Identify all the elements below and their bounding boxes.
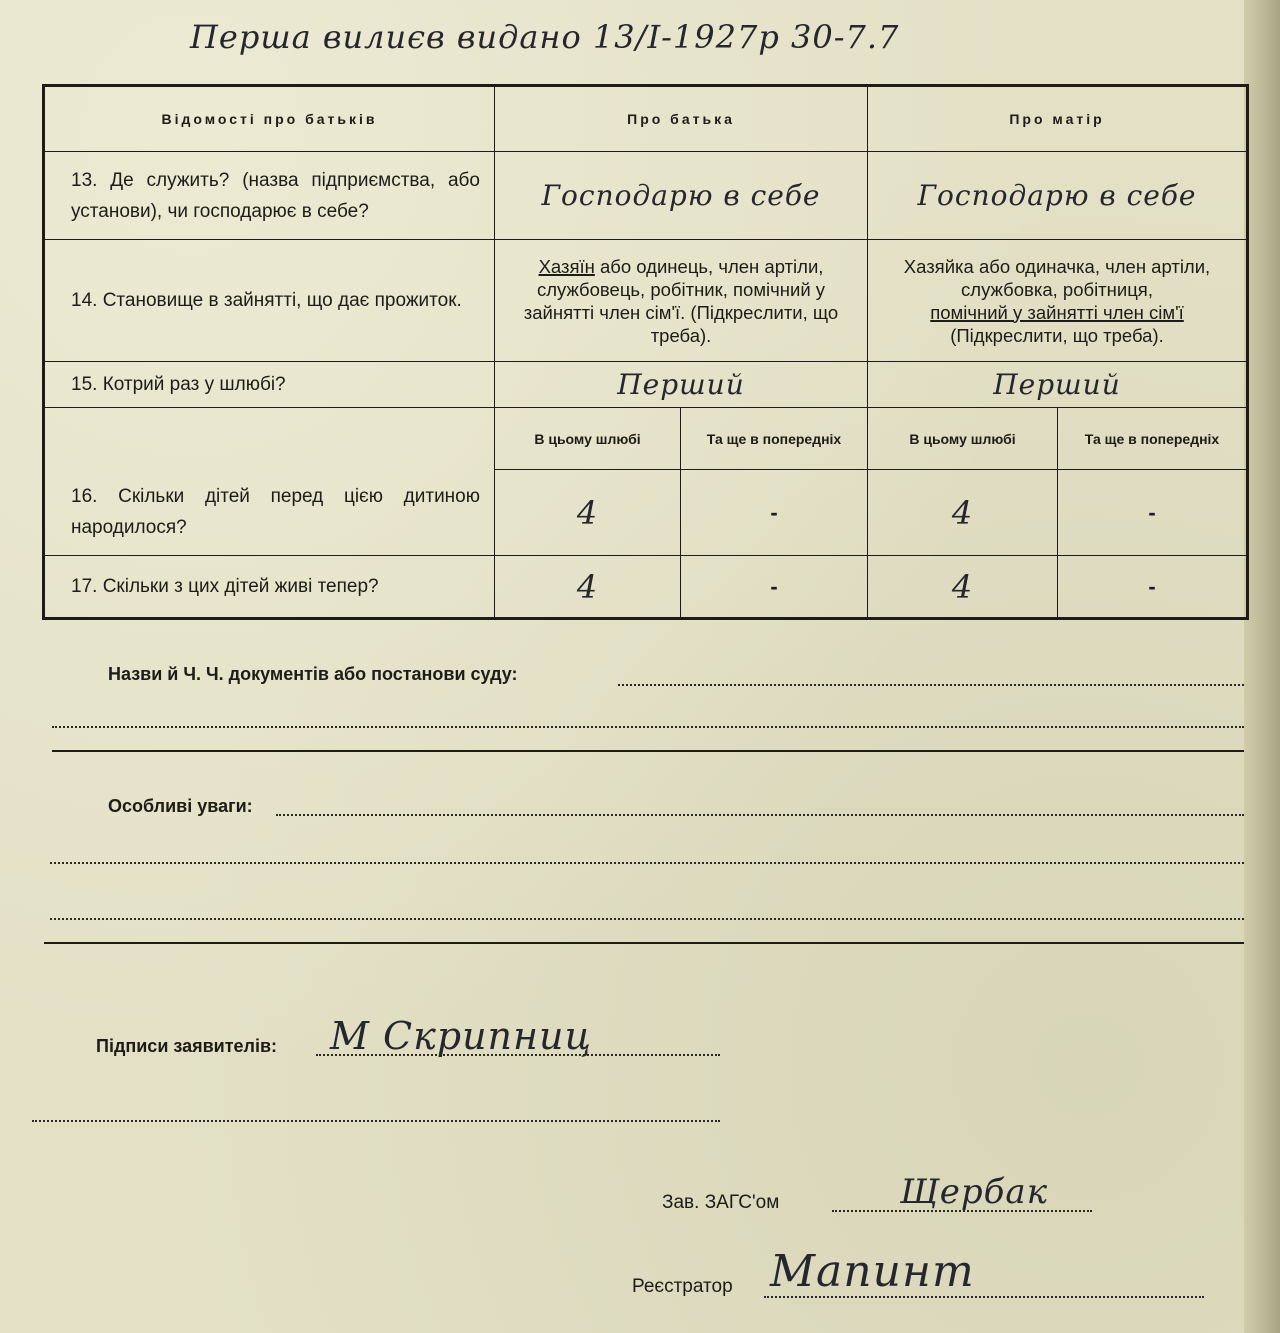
q13-father-answer: Господарю в себе: [495, 152, 868, 240]
q14-father-selected: Хазяїн: [538, 255, 595, 277]
q16-father-this-marriage-count: 4: [495, 470, 681, 556]
applicants-line-2: [32, 1120, 720, 1122]
question-13-label: 13. Де служить? (назва підприємства, або установи), чи господарює в себе?: [44, 152, 495, 240]
q14-father-options: [495, 240, 868, 362]
handwritten-header-note: Перша вилиєв видано 13/І-1927р 30-7.7: [190, 18, 900, 56]
remarks-line-1: [276, 814, 1244, 816]
q16-mother-this-marriage-header: В цьому шлюбі: [868, 408, 1058, 470]
question-17-label: 17. Скільки з цих дітей живі тепер?: [44, 556, 495, 619]
q14-mother-selected: помічний у зайнятті член сім'ї: [930, 301, 1184, 323]
question-16-label: 16. Скільки дітей перед цією дитиною народилося?: [44, 408, 495, 556]
q17-father-this-marriage-count: 4: [495, 556, 681, 619]
q13-mother-answer: Господарю в себе: [868, 152, 1248, 240]
parents-info-table: [42, 84, 1249, 620]
head-of-registry-signature: Щербак: [900, 1172, 1049, 1212]
documents-line-2: [52, 726, 1244, 728]
remarks-divider: [44, 942, 1244, 944]
head-of-registry-label: Зав. ЗАГС'ом: [662, 1192, 780, 1213]
q15-mother-answer: Перший: [868, 362, 1248, 408]
documents-label: Назви й Ч. Ч. документів або постанови суду:: [108, 664, 518, 684]
remarks-line-3: [50, 918, 1244, 920]
q16-mother-this-marriage-count: 4: [868, 470, 1058, 556]
q14-mother-options-line1: Хазяйка або одиначка, член артіли, службовка, робітниця,: [903, 255, 1211, 300]
documents-divider: [52, 750, 1244, 752]
q14-father-options-rest: або одинець, член артіли, службовець, робітник, помічний у зайнятті член сім'ї. (Підкреслити, що треба).: [523, 255, 839, 346]
question-14-label: 14. Становище в зайнятті, що дає прожиток.: [44, 240, 495, 362]
book-gutter: [1244, 0, 1280, 1333]
applicants-line-1: [316, 1054, 720, 1056]
q14-mother-options-line3: (Підкреслити, що треба).: [950, 324, 1164, 346]
header-parents-info: Відомості про батьків: [44, 86, 495, 152]
head-of-registry-line: [832, 1210, 1092, 1212]
header-about-mother: Про матір: [868, 86, 1248, 152]
q16-mother-previous-header: Та ще в попередніх: [1058, 408, 1248, 470]
applicants-label: Підписи заявителів:: [96, 1036, 278, 1056]
documents-line-1: [618, 684, 1244, 686]
remarks-label: Особливі уваги:: [108, 796, 253, 816]
q14-mother-options: [868, 240, 1248, 362]
q17-mother-previous-count: -: [1058, 556, 1248, 619]
q17-mother-this-marriage-count: 4: [868, 556, 1058, 619]
q16-father-previous-count: -: [681, 470, 868, 556]
remarks-line-2: [50, 862, 1244, 864]
question-15-label: 15. Котрий раз у шлюбі?: [44, 362, 495, 408]
registrar-signature: Мапинт: [770, 1246, 975, 1297]
applicant-signature: М Скрипниц: [330, 1014, 593, 1058]
registrar-line: [764, 1296, 1204, 1298]
registrar-label: Реєстратор: [632, 1276, 733, 1297]
q16-father-previous-header: Та ще в попередніх: [681, 408, 868, 470]
q16-mother-previous-count: -: [1058, 470, 1248, 556]
q16-father-this-marriage-header: В цьому шлюбі: [495, 408, 681, 470]
q15-father-answer: Перший: [495, 362, 868, 408]
q17-father-previous-count: -: [681, 556, 868, 619]
header-about-father: Про батька: [495, 86, 868, 152]
